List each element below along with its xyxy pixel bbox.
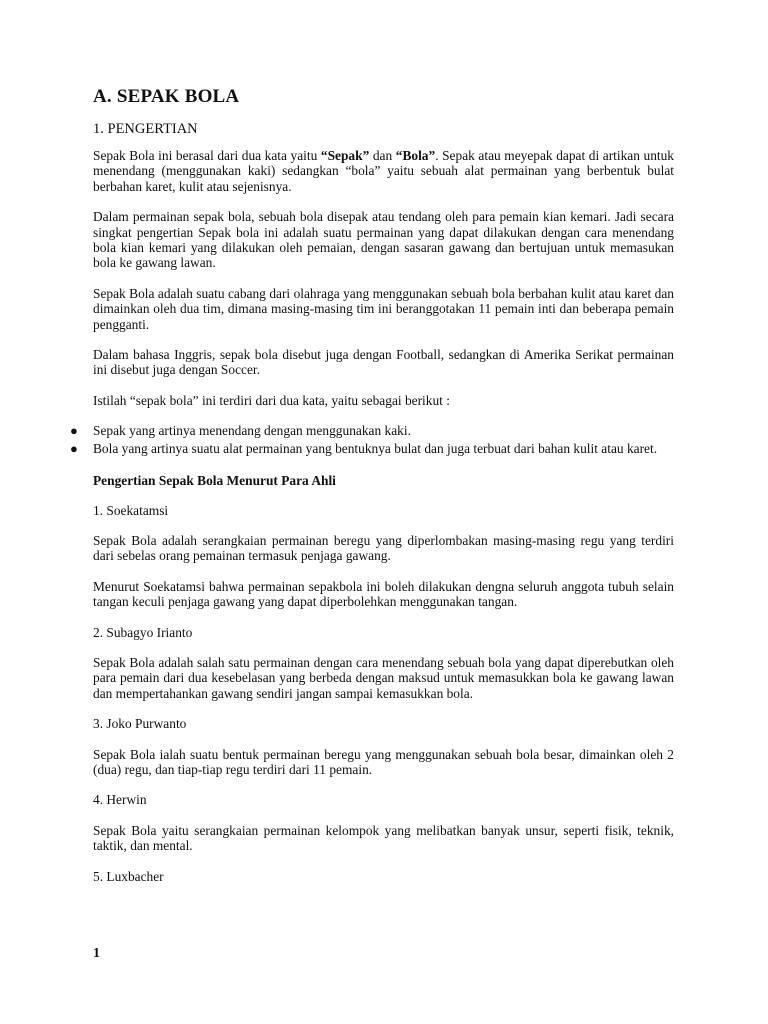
expert-paragraph: Sepak Bola yaitu serangkaian permainan kelompok yang melibatkan banyak unsur, seperti fisik, teknik, taktik, dan mental.: [93, 822, 674, 854]
expert-name: 3. Joko Purwanto: [93, 716, 187, 732]
term-list: [70, 423, 674, 456]
paragraph-1-mid: dan: [369, 148, 396, 163]
paragraph-3: Sepak Bola adalah suatu cabang dari olahraga yang menggunakan sebuah bola berbahan kulit atau karet dan dimainkan oleh dua tim, dimana masing-masing tim ini beranggotakan 11 pemain inti dan beberapa pemain pengganti.: [93, 285, 674, 332]
subheading-experts: Pengertian Sepak Bola Menurut Para Ahli: [93, 473, 336, 489]
document-title: A. SEPAK BOLA: [93, 86, 240, 107]
term-sepak: “Sepak”: [320, 148, 370, 163]
list-item: [70, 440, 674, 456]
paragraph-1-pre: Sepak Bola ini berasal dari dua kata yaitu: [93, 148, 321, 163]
expert-paragraph: Menurut Soekatamsi bahwa permainan sepakbola ini boleh dilakukan dengna seluruh anggota tubuh selain tangan keculi penjaga gawang yang dapat diperbolehkan menggunakan tangan.: [93, 578, 674, 610]
expert-paragraph: Sepak Bola adalah serangkaian permainan beregu yang diperlombakan masing-masing regu yang terdiri dari sebelas orang pemainan termasuk penjaga gawang.: [93, 532, 674, 564]
paragraph-2: Dalam permainan sepak bola, sebuah bola disepak atau tendang oleh para pemain kian kemari. Jadi secara singkat pengertian Sepak bola ini adalah suatu permainan yang dapat dilakukan dengan cara menendang bola kian kemari yang dilakukan oleh pemaian, dengan sasaran gawang dan bertujuan untuk memasukan bola ke gawang lawan.: [93, 209, 674, 271]
page-number: 1: [93, 946, 100, 961]
document-content: [70, 86, 675, 899]
expert-paragraph: Sepak Bola adalah salah satu permainan dengan cara menendang sebuah bola yang dapat diperebutkan oleh para pemain dari dua kesebelasan yang berbeda dengan maksud untuk memasukkan bola ke gawang lawan dan mempertahankan gawang sendiri jangan sampai kemasukkan bola.: [93, 654, 674, 701]
paragraph-1: [93, 148, 674, 194]
expert-paragraph: Sepak Bola ialah suatu bentuk permainan beregu yang menggunakan sebuah bola besar, dimainkan oleh 2 (dua) regu, dan tiap-tiap regu terdiri dari 11 pemain.: [93, 746, 674, 777]
paragraph-5: Istilah “sepak bola” ini terdiri dari dua kata, yaitu sebagai berikut :: [93, 392, 450, 408]
expert-name: 4. Herwin: [93, 792, 147, 808]
section-heading-pengertian: 1. PENGERTIAN: [93, 121, 198, 137]
list-item-text: Bola yang artinya suatu alat permainan yang bentuknya bulat dan juga terbuat dari bahan kulit atau karet.: [93, 440, 658, 456]
expert-name: 1. Soekatamsi: [93, 502, 169, 518]
bullet-icon: ●: [70, 440, 78, 456]
bullet-icon: ●: [70, 423, 78, 439]
list-item: [70, 423, 674, 439]
term-bola: “Bola”: [395, 148, 436, 163]
expert-name: 2. Subagyo Irianto: [93, 624, 193, 640]
expert-name: 5. Luxbacher: [93, 868, 164, 884]
list-item-text: Sepak yang artinya menendang dengan menggunakan kaki.: [93, 423, 411, 439]
paragraph-4: Dalam bahasa Inggris, sepak bola disebut juga dengan Football, sedangkan di Amerika Serikat permainan ini disebut juga dengan Soccer.: [93, 347, 674, 378]
paragraph-1-post: . Sepak atau meyepak dapat di artikan untuk menendang (menggunakan kaki) sedangkan “bola” yaitu sebuah alat permainan yang berbentuk bulat berbahan karet, kulit atau sejenisnya.: [93, 148, 675, 194]
